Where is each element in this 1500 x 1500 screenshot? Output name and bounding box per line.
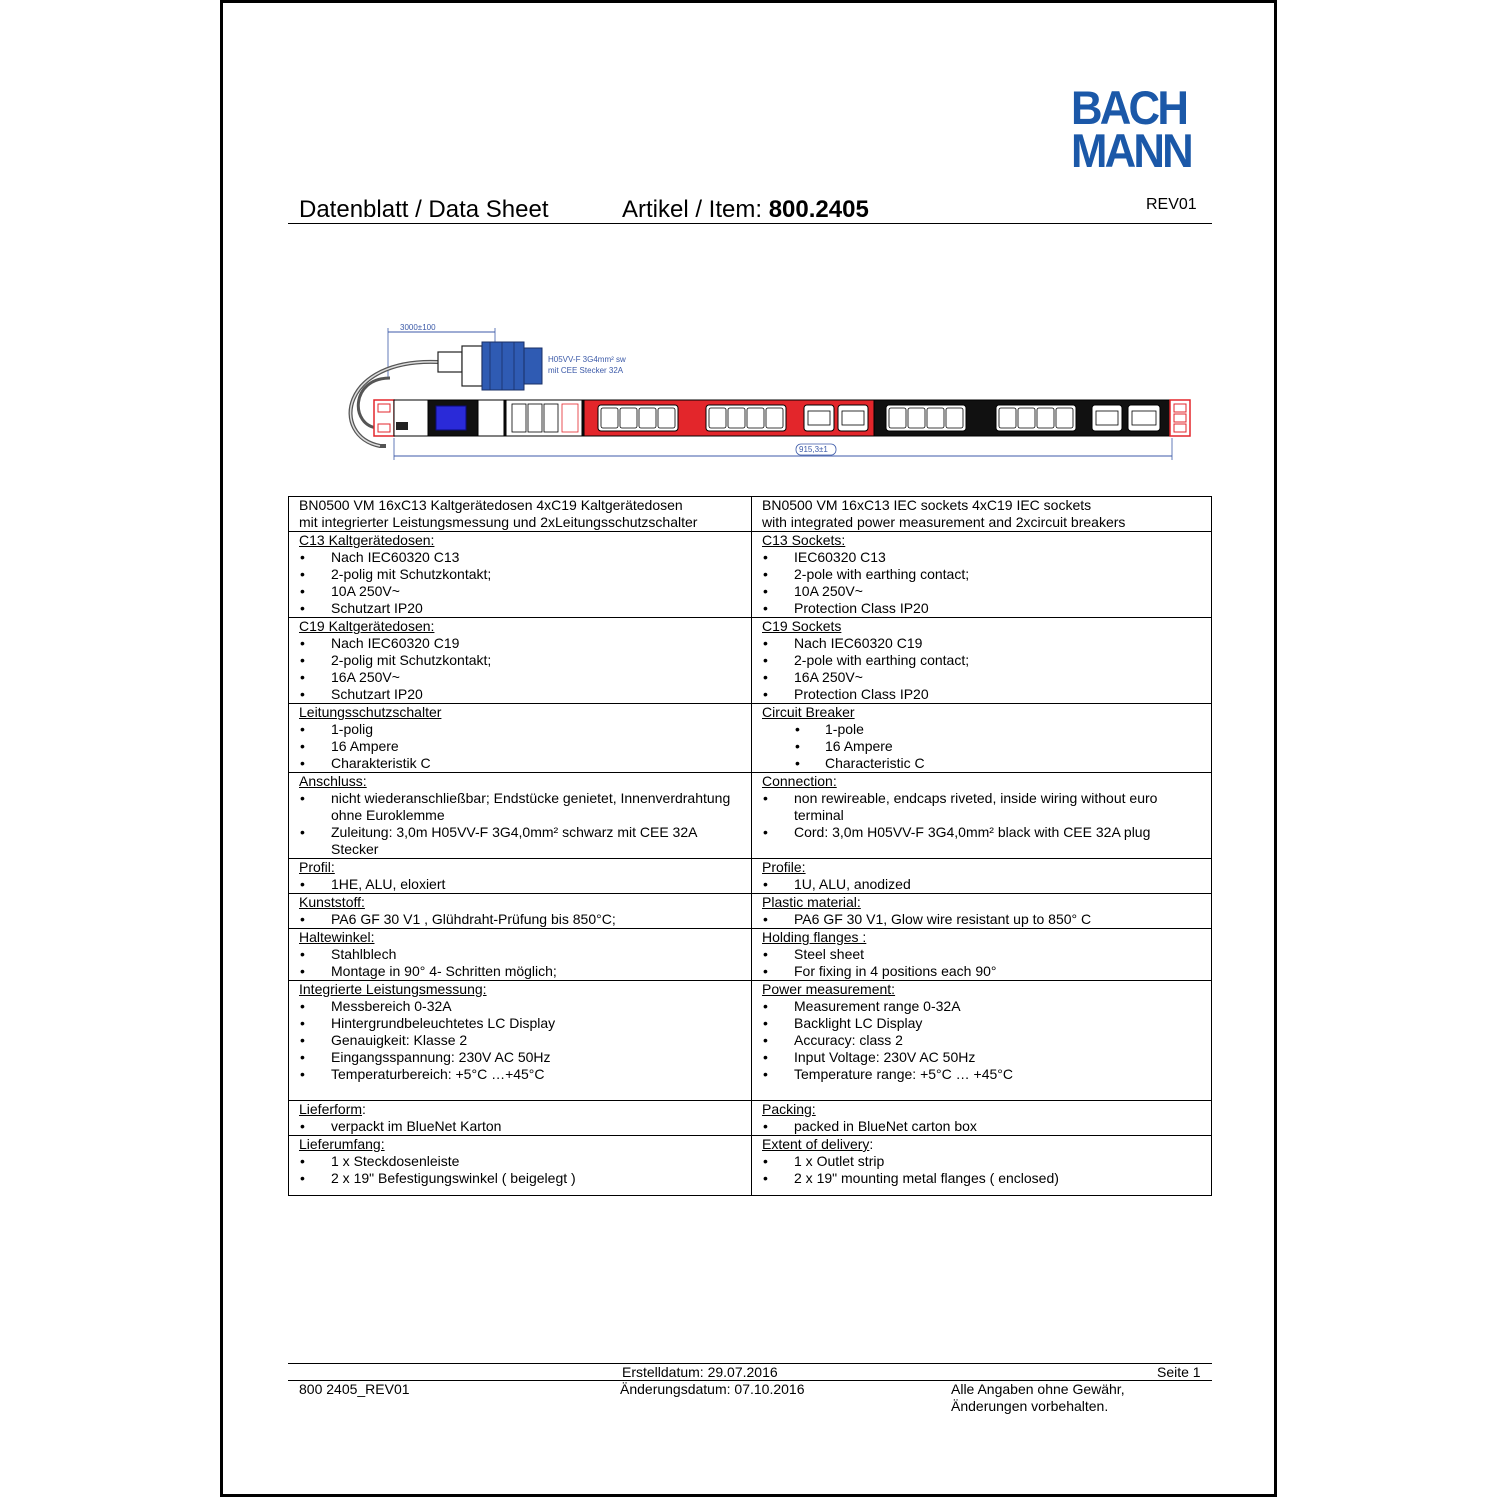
table-row (289, 704, 1212, 773)
list-item: • Stahlblech (299, 946, 742, 963)
modified-date: Änderungsdatum: 07.10.2016 (620, 1381, 805, 1397)
disclaimer-line-2: Änderungen vorbehalten. (951, 1398, 1109, 1414)
list-item: • Messbereich 0-32A (299, 998, 742, 1015)
connection-cell-de (289, 773, 752, 859)
product-drawing (320, 318, 1200, 468)
bullet-list (762, 1153, 1202, 1187)
list-item: • Characteristic C (762, 755, 1202, 772)
table-row (289, 1101, 1212, 1136)
bullet-list (299, 1153, 742, 1187)
flanges-cell-en (752, 929, 1212, 981)
list-item: • 2-polig mit Schutzkontakt; (299, 566, 742, 583)
bullet-list (762, 549, 1202, 617)
document-reference: 800 2405_REV01 (299, 1381, 410, 1397)
list-item: • Eingangsspannung: 230V AC 50Hz (299, 1049, 742, 1066)
bullet-list (762, 876, 1202, 893)
table-row (289, 981, 1212, 1101)
bullet-list (762, 635, 1202, 703)
list-item: • non rewireable, endcaps riveted, inside wiring without euro terminal (762, 790, 1202, 824)
section-title: Circuit Breaker (762, 704, 855, 720)
section-title: Holding flanges : (762, 929, 867, 945)
delivery-cell-en (752, 1136, 1212, 1196)
list-item: • Charakteristik C (299, 755, 742, 772)
c13-socket-group-1 (598, 405, 678, 431)
table-row (289, 894, 1212, 929)
page-number: Seite 1 (1157, 1364, 1201, 1380)
plug-body (438, 352, 462, 372)
intro-cell-de (289, 497, 752, 532)
list-item: • Nach IEC60320 C13 (299, 549, 742, 566)
table-row (289, 859, 1212, 894)
item-number: 800.2405 (768, 196, 869, 223)
document-title: Datenblatt / Data Sheet (299, 196, 549, 223)
list-item: • PA6 GF 30 V1, Glow wire resistant up to 850° C (762, 911, 1202, 928)
section-title: Lieferumfang: (299, 1136, 385, 1152)
lc-display (436, 406, 466, 430)
list-item: • Montage in 90° 4- Schritten möglich; (299, 963, 742, 980)
bullet-list (299, 790, 742, 858)
intro-en-line-2: with integrated power measurement and 2xcircuit breakers (762, 514, 1126, 530)
list-item: • 1-pole (762, 721, 1202, 738)
bullet-list (299, 911, 742, 928)
section-title-suffix: : (869, 1136, 874, 1152)
list-item: • 2-pole with earthing contact; (762, 652, 1202, 669)
list-item: • Cord: 3,0m H05VV-F 3G4,0mm² black with CEE 32A plug (762, 824, 1202, 841)
table-row (289, 532, 1212, 618)
list-item: • Zuleitung: 3,0m H05VV-F 3G4,0mm² schwarz mit CEE 32A Stecker (299, 824, 742, 858)
strip-length-label: 915,3±1 (799, 445, 828, 454)
list-item: • Nach IEC60320 C19 (762, 635, 1202, 652)
item-prefix: Artikel / Item: (622, 196, 769, 223)
section-title: Connection: (762, 773, 837, 789)
list-item: • 16 Ampere (299, 738, 742, 755)
c19-cell-en (752, 618, 1212, 704)
list-item: • Protection Class IP20 (762, 600, 1202, 617)
list-item: • 10A 250V~ (762, 583, 1202, 600)
c13-socket-group-4 (996, 405, 1076, 431)
bullet-list (299, 635, 742, 703)
list-item: • Backlight LC Display (762, 1015, 1202, 1032)
logo-line-2: MANN (1071, 124, 1191, 177)
table-row (289, 1136, 1212, 1196)
table-row (289, 618, 1212, 704)
section-title-text: Extent of delivery (762, 1136, 870, 1152)
plastic-cell-en (752, 894, 1212, 929)
list-item: • For fixing in 4 positions each 90° (762, 963, 1202, 980)
intro-en-line-1: BN0500 VM 16xC13 IEC sockets 4xC19 IEC sockets (762, 497, 1092, 513)
list-item: • 1 x Outlet strip (762, 1153, 1202, 1170)
c13-cell-de (289, 532, 752, 618)
list-item: • 2-polig mit Schutzkontakt; (299, 652, 742, 669)
c19-cell-de (289, 618, 752, 704)
breaker-cell-de (289, 704, 752, 773)
list-item: • 2-pole with earthing contact; (762, 566, 1202, 583)
left-endcap (374, 400, 394, 436)
right-endcap (1170, 400, 1190, 436)
list-item: • Accuracy: class 2 (762, 1032, 1202, 1049)
section-title: C13 Kaltgerätedosen: (299, 532, 435, 548)
section-title: C19 Sockets (762, 618, 842, 634)
bullet-list (762, 911, 1202, 928)
list-item: • Protection Class IP20 (762, 686, 1202, 703)
packing-cell-en (752, 1101, 1212, 1136)
list-item: • Temperaturbereich: +5°C …+45°C (299, 1066, 742, 1083)
section-title: Plastic material: (762, 894, 861, 910)
list-item: • 10A 250V~ (299, 583, 742, 600)
intro-cell-en (752, 497, 1212, 532)
section-title: Profile: (762, 859, 806, 875)
profile-cell-en (752, 859, 1212, 894)
c13-socket-group-3 (886, 405, 966, 431)
list-item: • 1 x Steckdosenleiste (299, 1153, 742, 1170)
revision-label: REV01 (1146, 196, 1197, 213)
cable-spec-label-2: mit CEE Stecker 32A (548, 366, 624, 375)
cee-plug-icon (482, 342, 524, 390)
bullet-list (299, 946, 742, 980)
connection-cell-en (752, 773, 1212, 859)
list-item: • Measurement range 0-32A (762, 998, 1202, 1015)
section-title: C13 Sockets: (762, 532, 846, 548)
section-title: C19 Kaltgerätedosen: (299, 618, 435, 634)
bullet-list (762, 790, 1202, 841)
section-title: Haltewinkel: (299, 929, 375, 945)
list-item: • verpackt im BlueNet Karton (299, 1118, 742, 1135)
measurement-cell-de (289, 981, 752, 1101)
bullet-list (299, 1118, 742, 1135)
section-title (299, 1101, 742, 1118)
section-title: Integrierte Leistungsmessung: (299, 981, 487, 997)
section-title: Packing: (762, 1101, 816, 1117)
list-item: • Genauigkeit: Klasse 2 (299, 1032, 742, 1049)
bullet-list (299, 721, 742, 772)
section-title: Profil: (299, 859, 335, 875)
list-item: • Steel sheet (762, 946, 1202, 963)
disclaimer (951, 1381, 1125, 1415)
bullet-list (762, 721, 1202, 772)
bullet-list (762, 946, 1202, 980)
flanges-cell-de (289, 929, 752, 981)
list-item: • Input Voltage: 230V AC 50Hz (762, 1049, 1202, 1066)
bullet-list (299, 998, 742, 1083)
cable-length-label: 3000±100 (400, 323, 436, 332)
list-item: • 1HE, ALU, eloxiert (299, 876, 742, 893)
list-item: • Schutzart IP20 (299, 686, 742, 703)
c13-socket-group-2 (706, 405, 786, 431)
delivery-cell-de (289, 1136, 752, 1196)
list-item: • 2 x 19" mounting metal flanges ( enclosed) (762, 1170, 1202, 1187)
list-item: • Schutzart IP20 (299, 600, 742, 617)
list-item: • nicht wiederanschließbar; Endstücke genietet, Innenverdrahtung ohne Euroklemme (299, 790, 742, 824)
profile-cell-de (289, 859, 752, 894)
list-item: • 2 x 19" Befestigungswinkel ( beigelegt ) (299, 1170, 742, 1187)
packing-cell-de (289, 1101, 752, 1136)
list-item: • 16A 250V~ (762, 669, 1202, 686)
disclaimer-line-1: Alle Angaben ohne Gewähr, (951, 1381, 1125, 1397)
section-title-suffix: : (362, 1101, 366, 1117)
bullet-list (762, 998, 1202, 1083)
bullet-list (299, 876, 742, 893)
section-title (762, 1136, 1202, 1153)
logo-line-1: BACH (1071, 81, 1187, 134)
list-item: • 1U, ALU, anodized (762, 876, 1202, 893)
header-divider (288, 223, 1212, 224)
section-title: Anschluss: (299, 773, 367, 789)
list-item: • PA6 GF 30 V1 , Glühdraht-Prüfung bis 850°C; (299, 911, 742, 928)
cable-spec-label-1: H05VV-F 3G4mm² sw (548, 355, 626, 364)
section-title-text: Lieferform (299, 1101, 363, 1117)
table-row-intro (289, 497, 1212, 532)
list-item: • Nach IEC60320 C19 (299, 635, 742, 652)
specification-table (288, 496, 1212, 1196)
intro-de-line-2: mit integrierter Leistungsmessung und 2xLeitungsschutzschalter (299, 514, 698, 530)
bullet-list (762, 1118, 1202, 1135)
item-title (622, 196, 869, 224)
list-item: • 16 Ampere (762, 738, 1202, 755)
table-row (289, 929, 1212, 981)
list-item: • 1-polig (299, 721, 742, 738)
section-title: Kunststoff: (299, 894, 365, 910)
list-item: • packed in BlueNet carton box (762, 1118, 1202, 1135)
created-date: Erstelldatum: 29.07.2016 (622, 1364, 778, 1380)
list-item: • 16A 250V~ (299, 669, 742, 686)
bullet-list (299, 549, 742, 617)
section-title: Leitungsschutzschalter (299, 704, 442, 720)
plastic-cell-de (289, 894, 752, 929)
intro-de-line-1: BN0500 VM 16xC13 Kaltgerätedosen 4xC19 Kaltgerätedosen (299, 497, 683, 513)
bachmann-logo (1071, 81, 1194, 177)
c13-cell-en (752, 532, 1212, 618)
list-item: • IEC60320 C13 (762, 549, 1202, 566)
table-row (289, 773, 1212, 859)
section-title: Power measurement: (762, 981, 896, 997)
list-item: • Hintergrundbeleuchtetes LC Display (299, 1015, 742, 1032)
list-item: • Temperature range: +5°C … +45°C (762, 1066, 1202, 1083)
measurement-cell-en (752, 981, 1212, 1101)
breaker-cell-en (752, 704, 1212, 773)
